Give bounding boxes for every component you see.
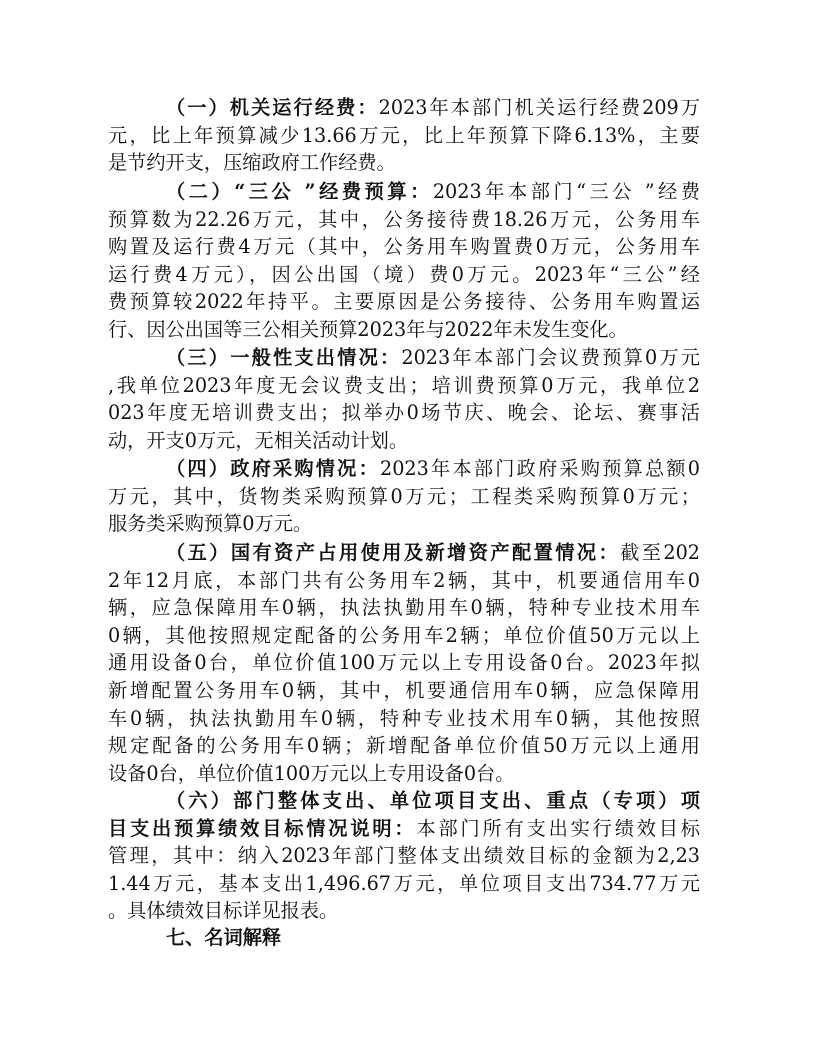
- section-state-assets: （五）国有资产占用使用及新增资产配置情况：截至202 2年12月底，本部门共有公务用车2辆，其中，机要通信用车0 辆，应急保障用车0辆，执法执勤用车0辆，特种专业技术用车 0辆，其他按照规定配备的公务用车2辆；单位价值50万元以上 通用设备0台，单位价值100万元以上专用设备0台。2023年拟 新增配置公务用车0辆，其中，机要通信用车0辆，应急保障用 车0辆，执法执勤用车0辆，特种专业技术用车0辆，其他按照 规定配备的公务用车0辆；新增配备单位价值50万元以上通用 设备0台，单位价值100万元以上专用设备0台。: [108, 541, 700, 785]
- section-general-expenditure: （三）一般性支出情况：2023年本部门会议费预算0万元 ,我单位2023年度无会议费支出；培训费预算0万元，我单位2 023年度无培训费支出；拟举办0场节庆、晚会、论坛、赛事活 动，开支0万元，无相关活动计划。: [108, 346, 700, 452]
- section-heading: （二）“三公 ”经费预算：: [166, 180, 433, 203]
- section-heading-cont: 目支出预算绩效目标情况说明：: [108, 816, 417, 840]
- section-heading: （一）机关运行经费：: [166, 96, 379, 119]
- section-government-procurement: （四）政府采购情况：2023年本部门政府采购预算总额0 万元，其中，货物类采购预算0万元；工程类采购预算0万元； 服务类采购预算0万元。: [108, 457, 701, 536]
- section-heading: （五）国有资产占用使用及新增资产配置情况：: [166, 541, 621, 564]
- heading-glossary: 七、名词解释: [166, 926, 282, 949]
- section-operating-expenses: （一）机关运行经费：2023年本部门机关运行经费209万 元，比上年预算减少13.66万元，比上年预算下降6.13%，主要 是节约开支，压缩政府工作经费。: [108, 96, 700, 175]
- section-heading: （三）一般性支出情况：: [166, 346, 402, 369]
- section-heading: （六）部门整体支出、单位项目支出、重点（专项）项: [166, 789, 700, 812]
- section-performance-goals: （六）部门整体支出、单位项目支出、重点（专项）项 目支出预算绩效目标情况说明：本部门所有支出实行绩效目标 管理，其中：纳入2023年部门整体支出绩效目标的金额为2,23 1.44万元，基本支出1,496.67万元，单位项目支出734.77万元 。具体绩效目标详见报表。: [108, 789, 700, 923]
- section-three-public-budget: （二）“三公 ”经费预算：2023年本部门“三公 ”经费 预算数为22.26万元，其中，公务接待费18.26万元，公务用车 购置及运行费4万元（其中，公务用车购置费0万元，公务用车 运行费4万元），因公出国（境）费0万元。2023年“三公”经 费预算较2022年持平。主要原因是公务接待、公务用车购置运 行、因公出国等三公相关预算2023年与2022年未发生变化。: [108, 180, 700, 341]
- section-heading: （四）政府采购情况：: [166, 457, 380, 480]
